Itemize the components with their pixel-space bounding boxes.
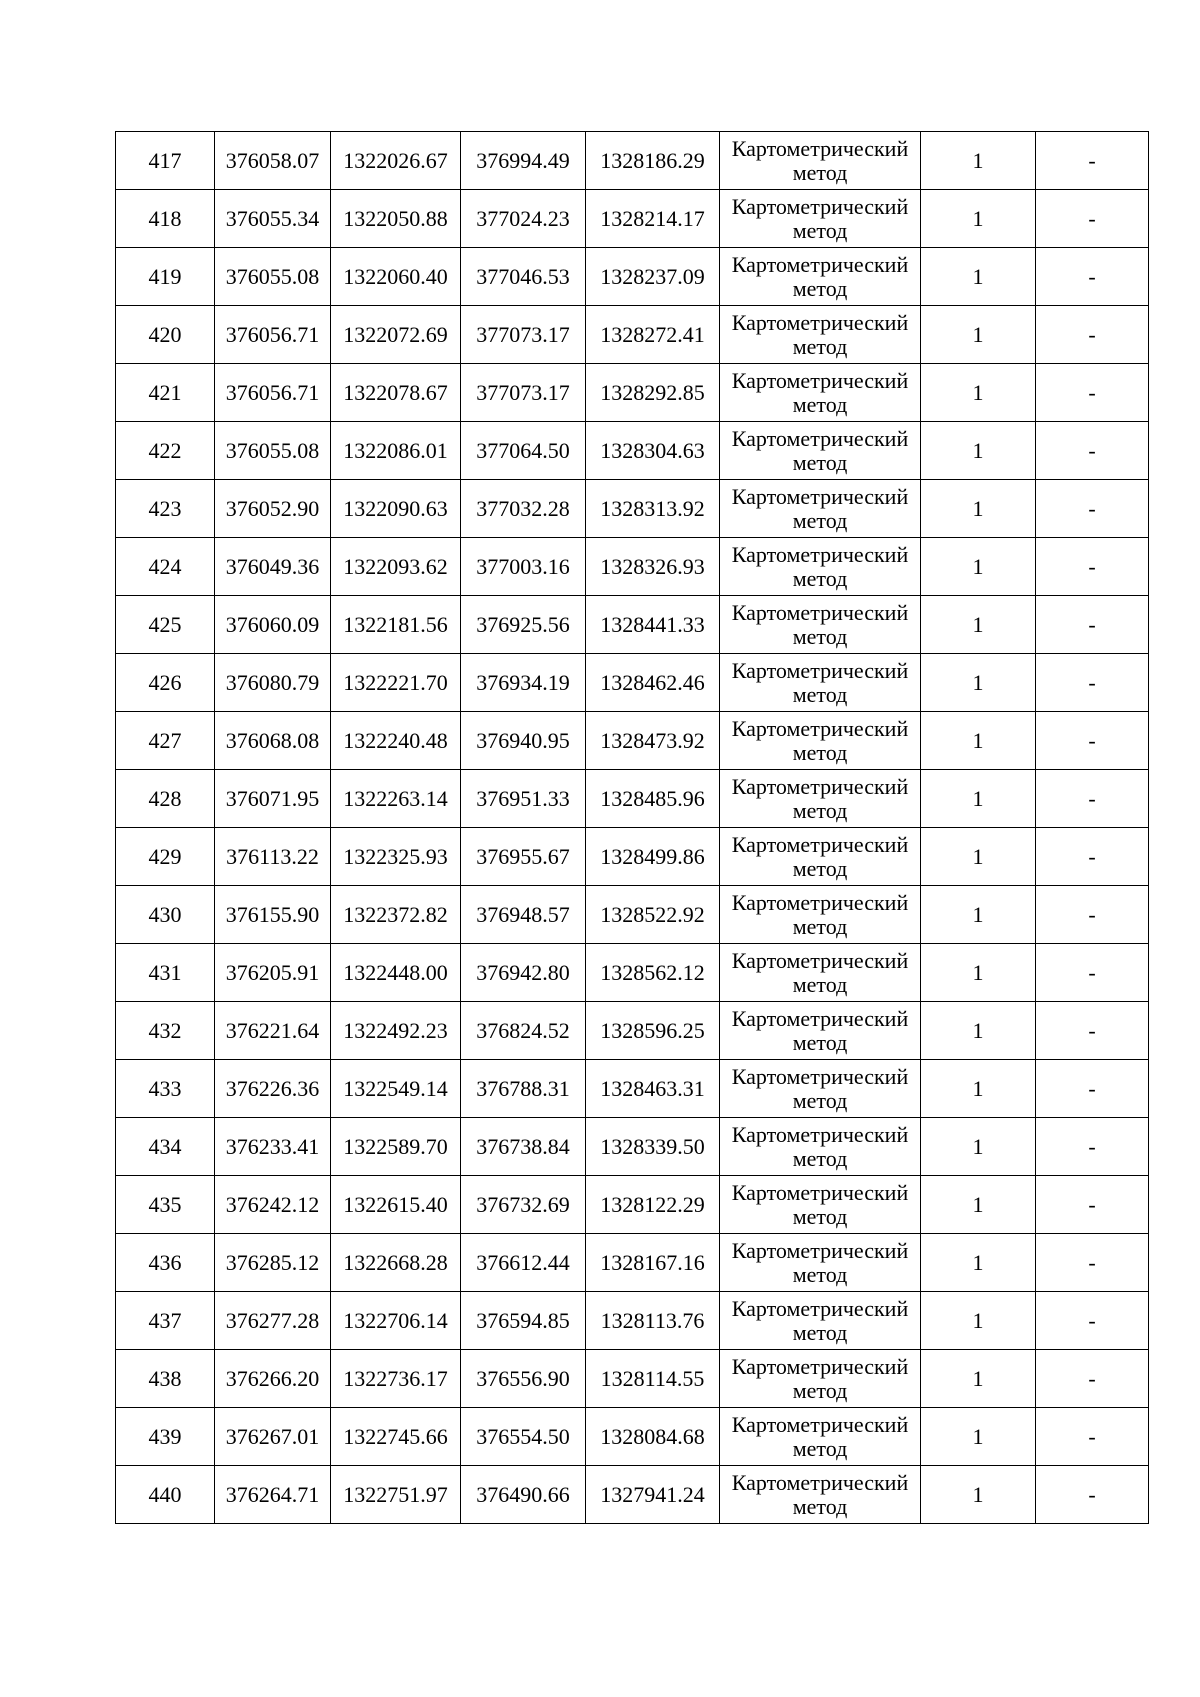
method-cell: [720, 1408, 921, 1466]
x2-coordinate-cell: 376948.57: [461, 886, 586, 944]
table-row: [116, 422, 1149, 480]
method-line-1: Картометрический: [731, 426, 909, 452]
method-line-2: метод: [792, 739, 848, 765]
x2-coordinate-cell: 377073.17: [461, 364, 586, 422]
method-cell: [720, 190, 921, 248]
method-line-2: метод: [792, 1435, 848, 1461]
table-row: [116, 1292, 1149, 1350]
y1-coordinate-cell: 1322448.00: [331, 944, 461, 1002]
method-line-2: метод: [792, 913, 848, 939]
y1-coordinate-cell: 1322325.93: [331, 828, 461, 886]
point-number-cell: 439: [116, 1408, 215, 1466]
point-number-cell: 437: [116, 1292, 215, 1350]
y2-coordinate-cell: 1328114.55: [586, 1350, 720, 1408]
x1-coordinate-cell: 376049.36: [215, 538, 331, 596]
precision-cell: 1: [921, 364, 1036, 422]
x2-coordinate-cell: 376788.31: [461, 1060, 586, 1118]
y2-coordinate-cell: 1328113.76: [586, 1292, 720, 1350]
method-cell: [720, 770, 921, 828]
method-line-2: метод: [792, 275, 848, 301]
table-row: [116, 480, 1149, 538]
table-row: [116, 1408, 1149, 1466]
method-cell: [720, 944, 921, 1002]
x1-coordinate-cell: 376233.41: [215, 1118, 331, 1176]
x1-coordinate-cell: 376052.90: [215, 480, 331, 538]
method-line-2: метод: [792, 565, 848, 591]
table-row: [116, 1234, 1149, 1292]
method-line-1: Картометрический: [731, 136, 909, 162]
precision-cell: 1: [921, 770, 1036, 828]
note-cell: -: [1036, 1002, 1149, 1060]
y1-coordinate-cell: 1322615.40: [331, 1176, 461, 1234]
method-cell: [720, 306, 921, 364]
note-cell: -: [1036, 364, 1149, 422]
table-row: [116, 944, 1149, 1002]
y1-coordinate-cell: 1322263.14: [331, 770, 461, 828]
precision-cell: 1: [921, 1234, 1036, 1292]
method-line-1: Картометрический: [731, 1064, 909, 1090]
method-cell: [720, 1118, 921, 1176]
x2-coordinate-cell: 376732.69: [461, 1176, 586, 1234]
method-line-1: Картометрический: [731, 1238, 909, 1264]
y2-coordinate-cell: 1328122.29: [586, 1176, 720, 1234]
table-row: [116, 248, 1149, 306]
y2-coordinate-cell: 1328499.86: [586, 828, 720, 886]
y2-coordinate-cell: 1328186.29: [586, 132, 720, 190]
table-row: [116, 1466, 1149, 1524]
point-number-cell: 418: [116, 190, 215, 248]
x1-coordinate-cell: 376285.12: [215, 1234, 331, 1292]
y2-coordinate-cell: 1328485.96: [586, 770, 720, 828]
method-cell: [720, 480, 921, 538]
note-cell: -: [1036, 1118, 1149, 1176]
table-row: [116, 132, 1149, 190]
x2-coordinate-cell: 376612.44: [461, 1234, 586, 1292]
precision-cell: 1: [921, 1176, 1036, 1234]
precision-cell: 1: [921, 306, 1036, 364]
point-number-cell: 421: [116, 364, 215, 422]
method-line-1: Картометрический: [731, 600, 909, 626]
method-line-1: Картометрический: [731, 1470, 909, 1496]
point-number-cell: 426: [116, 654, 215, 712]
x1-coordinate-cell: 376242.12: [215, 1176, 331, 1234]
y2-coordinate-cell: 1328473.92: [586, 712, 720, 770]
precision-cell: 1: [921, 1060, 1036, 1118]
method-line-2: метод: [792, 1087, 848, 1113]
method-cell: [720, 596, 921, 654]
method-cell: [720, 1060, 921, 1118]
x1-coordinate-cell: 376060.09: [215, 596, 331, 654]
y2-coordinate-cell: 1328237.09: [586, 248, 720, 306]
method-cell: [720, 654, 921, 712]
method-line-2: метод: [792, 449, 848, 475]
table-row: [116, 828, 1149, 886]
method-cell: [720, 1466, 921, 1524]
method-line-2: метод: [792, 623, 848, 649]
x1-coordinate-cell: 376068.08: [215, 712, 331, 770]
note-cell: -: [1036, 190, 1149, 248]
y1-coordinate-cell: 1322086.01: [331, 422, 461, 480]
table-row: [116, 190, 1149, 248]
y1-coordinate-cell: 1322093.62: [331, 538, 461, 596]
method-line-2: метод: [792, 681, 848, 707]
method-line-1: Картометрический: [731, 1006, 909, 1032]
method-line-1: Картометрический: [731, 716, 909, 742]
x1-coordinate-cell: 376266.20: [215, 1350, 331, 1408]
x2-coordinate-cell: 376738.84: [461, 1118, 586, 1176]
x2-coordinate-cell: 376556.90: [461, 1350, 586, 1408]
precision-cell: 1: [921, 1118, 1036, 1176]
x2-coordinate-cell: 376594.85: [461, 1292, 586, 1350]
precision-cell: 1: [921, 1292, 1036, 1350]
method-cell: [720, 248, 921, 306]
note-cell: -: [1036, 538, 1149, 596]
method-cell: [720, 1002, 921, 1060]
point-number-cell: 428: [116, 770, 215, 828]
precision-cell: 1: [921, 190, 1036, 248]
method-line-2: метод: [792, 507, 848, 533]
precision-cell: 1: [921, 1466, 1036, 1524]
x2-coordinate-cell: 377046.53: [461, 248, 586, 306]
point-number-cell: 440: [116, 1466, 215, 1524]
x1-coordinate-cell: 376080.79: [215, 654, 331, 712]
method-line-2: метод: [792, 217, 848, 243]
point-number-cell: 424: [116, 538, 215, 596]
x2-coordinate-cell: 377073.17: [461, 306, 586, 364]
note-cell: -: [1036, 1350, 1149, 1408]
y1-coordinate-cell: 1322492.23: [331, 1002, 461, 1060]
note-cell: -: [1036, 1176, 1149, 1234]
point-number-cell: 417: [116, 132, 215, 190]
table-row: [116, 712, 1149, 770]
point-number-cell: 431: [116, 944, 215, 1002]
method-cell: [720, 132, 921, 190]
method-line-1: Картометрический: [731, 890, 909, 916]
point-number-cell: 432: [116, 1002, 215, 1060]
x1-coordinate-cell: 376055.08: [215, 422, 331, 480]
method-cell: [720, 1176, 921, 1234]
y1-coordinate-cell: 1322090.63: [331, 480, 461, 538]
table-row: [116, 538, 1149, 596]
method-line-1: Картометрический: [731, 310, 909, 336]
x2-coordinate-cell: 377003.16: [461, 538, 586, 596]
y1-coordinate-cell: 1322026.67: [331, 132, 461, 190]
x2-coordinate-cell: 376490.66: [461, 1466, 586, 1524]
note-cell: -: [1036, 596, 1149, 654]
x1-coordinate-cell: 376056.71: [215, 364, 331, 422]
y1-coordinate-cell: 1322589.70: [331, 1118, 461, 1176]
note-cell: -: [1036, 944, 1149, 1002]
note-cell: -: [1036, 132, 1149, 190]
point-number-cell: 436: [116, 1234, 215, 1292]
method-line-1: Картометрический: [731, 368, 909, 394]
point-number-cell: 419: [116, 248, 215, 306]
precision-cell: 1: [921, 1350, 1036, 1408]
method-line-2: метод: [792, 1493, 848, 1519]
x2-coordinate-cell: 376554.50: [461, 1408, 586, 1466]
x2-coordinate-cell: 376955.67: [461, 828, 586, 886]
y1-coordinate-cell: 1322372.82: [331, 886, 461, 944]
point-number-cell: 420: [116, 306, 215, 364]
note-cell: -: [1036, 1292, 1149, 1350]
precision-cell: 1: [921, 886, 1036, 944]
x2-coordinate-cell: 377032.28: [461, 480, 586, 538]
precision-cell: 1: [921, 596, 1036, 654]
point-number-cell: 434: [116, 1118, 215, 1176]
method-line-2: метод: [792, 391, 848, 417]
y1-coordinate-cell: 1322706.14: [331, 1292, 461, 1350]
method-line-1: Картометрический: [731, 1296, 909, 1322]
method-cell: [720, 1234, 921, 1292]
y2-coordinate-cell: 1328326.93: [586, 538, 720, 596]
method-line-1: Картометрический: [731, 774, 909, 800]
method-line-2: метод: [792, 971, 848, 997]
method-cell: [720, 422, 921, 480]
x1-coordinate-cell: 376267.01: [215, 1408, 331, 1466]
point-number-cell: 435: [116, 1176, 215, 1234]
x2-coordinate-cell: 377064.50: [461, 422, 586, 480]
point-number-cell: 422: [116, 422, 215, 480]
note-cell: -: [1036, 712, 1149, 770]
y2-coordinate-cell: 1328292.85: [586, 364, 720, 422]
table-row: [116, 596, 1149, 654]
x2-coordinate-cell: 376824.52: [461, 1002, 586, 1060]
point-number-cell: 438: [116, 1350, 215, 1408]
y2-coordinate-cell: 1328272.41: [586, 306, 720, 364]
table-row: [116, 886, 1149, 944]
x1-coordinate-cell: 376071.95: [215, 770, 331, 828]
table-row: [116, 1060, 1149, 1118]
y2-coordinate-cell: 1328313.92: [586, 480, 720, 538]
method-line-1: Картометрический: [731, 1354, 909, 1380]
method-line-1: Картометрический: [731, 832, 909, 858]
note-cell: -: [1036, 654, 1149, 712]
y1-coordinate-cell: 1322078.67: [331, 364, 461, 422]
x1-coordinate-cell: 376264.71: [215, 1466, 331, 1524]
method-line-1: Картометрический: [731, 948, 909, 974]
precision-cell: 1: [921, 712, 1036, 770]
precision-cell: 1: [921, 944, 1036, 1002]
x2-coordinate-cell: 376925.56: [461, 596, 586, 654]
y1-coordinate-cell: 1322221.70: [331, 654, 461, 712]
method-cell: [720, 828, 921, 886]
y1-coordinate-cell: 1322751.97: [331, 1466, 461, 1524]
method-cell: [720, 364, 921, 422]
method-line-2: метод: [792, 1377, 848, 1403]
precision-cell: 1: [921, 248, 1036, 306]
y1-coordinate-cell: 1322060.40: [331, 248, 461, 306]
precision-cell: 1: [921, 538, 1036, 596]
y2-coordinate-cell: 1328462.46: [586, 654, 720, 712]
x2-coordinate-cell: 376994.49: [461, 132, 586, 190]
x1-coordinate-cell: 376277.28: [215, 1292, 331, 1350]
x2-coordinate-cell: 376940.95: [461, 712, 586, 770]
method-line-2: метод: [792, 855, 848, 881]
precision-cell: 1: [921, 1408, 1036, 1466]
coordinates-table: [115, 131, 1149, 1524]
y2-coordinate-cell: 1328562.12: [586, 944, 720, 1002]
method-line-2: метод: [792, 1261, 848, 1287]
y2-coordinate-cell: 1327941.24: [586, 1466, 720, 1524]
x1-coordinate-cell: 376055.08: [215, 248, 331, 306]
table-row: [116, 1118, 1149, 1176]
y1-coordinate-cell: 1322736.17: [331, 1350, 461, 1408]
note-cell: -: [1036, 1466, 1149, 1524]
y1-coordinate-cell: 1322181.56: [331, 596, 461, 654]
y2-coordinate-cell: 1328304.63: [586, 422, 720, 480]
y1-coordinate-cell: 1322668.28: [331, 1234, 461, 1292]
x1-coordinate-cell: 376055.34: [215, 190, 331, 248]
y1-coordinate-cell: 1322549.14: [331, 1060, 461, 1118]
method-line-1: Картометрический: [731, 1180, 909, 1206]
method-line-2: метод: [792, 159, 848, 185]
x2-coordinate-cell: 376951.33: [461, 770, 586, 828]
x2-coordinate-cell: 376942.80: [461, 944, 586, 1002]
y2-coordinate-cell: 1328084.68: [586, 1408, 720, 1466]
method-cell: [720, 538, 921, 596]
method-line-2: метод: [792, 333, 848, 359]
method-line-1: Картометрический: [731, 1122, 909, 1148]
x2-coordinate-cell: 376934.19: [461, 654, 586, 712]
precision-cell: 1: [921, 654, 1036, 712]
method-cell: [720, 886, 921, 944]
method-line-2: метод: [792, 1029, 848, 1055]
point-number-cell: 425: [116, 596, 215, 654]
y2-coordinate-cell: 1328339.50: [586, 1118, 720, 1176]
note-cell: -: [1036, 828, 1149, 886]
method-line-2: метод: [792, 1145, 848, 1171]
y2-coordinate-cell: 1328522.92: [586, 886, 720, 944]
point-number-cell: 423: [116, 480, 215, 538]
y1-coordinate-cell: 1322050.88: [331, 190, 461, 248]
note-cell: -: [1036, 770, 1149, 828]
precision-cell: 1: [921, 1002, 1036, 1060]
method-line-1: Картометрический: [731, 252, 909, 278]
table-row: [116, 364, 1149, 422]
method-cell: [720, 1350, 921, 1408]
note-cell: -: [1036, 1234, 1149, 1292]
x1-coordinate-cell: 376058.07: [215, 132, 331, 190]
method-cell: [720, 712, 921, 770]
method-line-1: Картометрический: [731, 194, 909, 220]
point-number-cell: 429: [116, 828, 215, 886]
method-line-2: метод: [792, 797, 848, 823]
x1-coordinate-cell: 376155.90: [215, 886, 331, 944]
x1-coordinate-cell: 376205.91: [215, 944, 331, 1002]
table-row: [116, 654, 1149, 712]
method-line-2: метод: [792, 1203, 848, 1229]
method-line-1: Картометрический: [731, 542, 909, 568]
y2-coordinate-cell: 1328596.25: [586, 1002, 720, 1060]
precision-cell: 1: [921, 132, 1036, 190]
note-cell: -: [1036, 306, 1149, 364]
y1-coordinate-cell: 1322072.69: [331, 306, 461, 364]
table-row: [116, 1176, 1149, 1234]
table-body: [116, 132, 1149, 1524]
y2-coordinate-cell: 1328463.31: [586, 1060, 720, 1118]
precision-cell: 1: [921, 828, 1036, 886]
y1-coordinate-cell: 1322240.48: [331, 712, 461, 770]
table-row: [116, 1350, 1149, 1408]
note-cell: -: [1036, 1060, 1149, 1118]
point-number-cell: 433: [116, 1060, 215, 1118]
x1-coordinate-cell: 376226.36: [215, 1060, 331, 1118]
x1-coordinate-cell: 376221.64: [215, 1002, 331, 1060]
note-cell: -: [1036, 886, 1149, 944]
y2-coordinate-cell: 1328214.17: [586, 190, 720, 248]
note-cell: -: [1036, 480, 1149, 538]
x1-coordinate-cell: 376113.22: [215, 828, 331, 886]
table-row: [116, 1002, 1149, 1060]
method-line-1: Картометрический: [731, 1412, 909, 1438]
method-line-1: Картометрический: [731, 658, 909, 684]
x1-coordinate-cell: 376056.71: [215, 306, 331, 364]
y2-coordinate-cell: 1328441.33: [586, 596, 720, 654]
precision-cell: 1: [921, 422, 1036, 480]
table-row: [116, 306, 1149, 364]
x2-coordinate-cell: 377024.23: [461, 190, 586, 248]
method-line-1: Картометрический: [731, 484, 909, 510]
note-cell: -: [1036, 422, 1149, 480]
y1-coordinate-cell: 1322745.66: [331, 1408, 461, 1466]
y2-coordinate-cell: 1328167.16: [586, 1234, 720, 1292]
note-cell: -: [1036, 1408, 1149, 1466]
precision-cell: 1: [921, 480, 1036, 538]
method-cell: [720, 1292, 921, 1350]
method-line-2: метод: [792, 1319, 848, 1345]
point-number-cell: 427: [116, 712, 215, 770]
point-number-cell: 430: [116, 886, 215, 944]
table-row: [116, 770, 1149, 828]
note-cell: -: [1036, 248, 1149, 306]
